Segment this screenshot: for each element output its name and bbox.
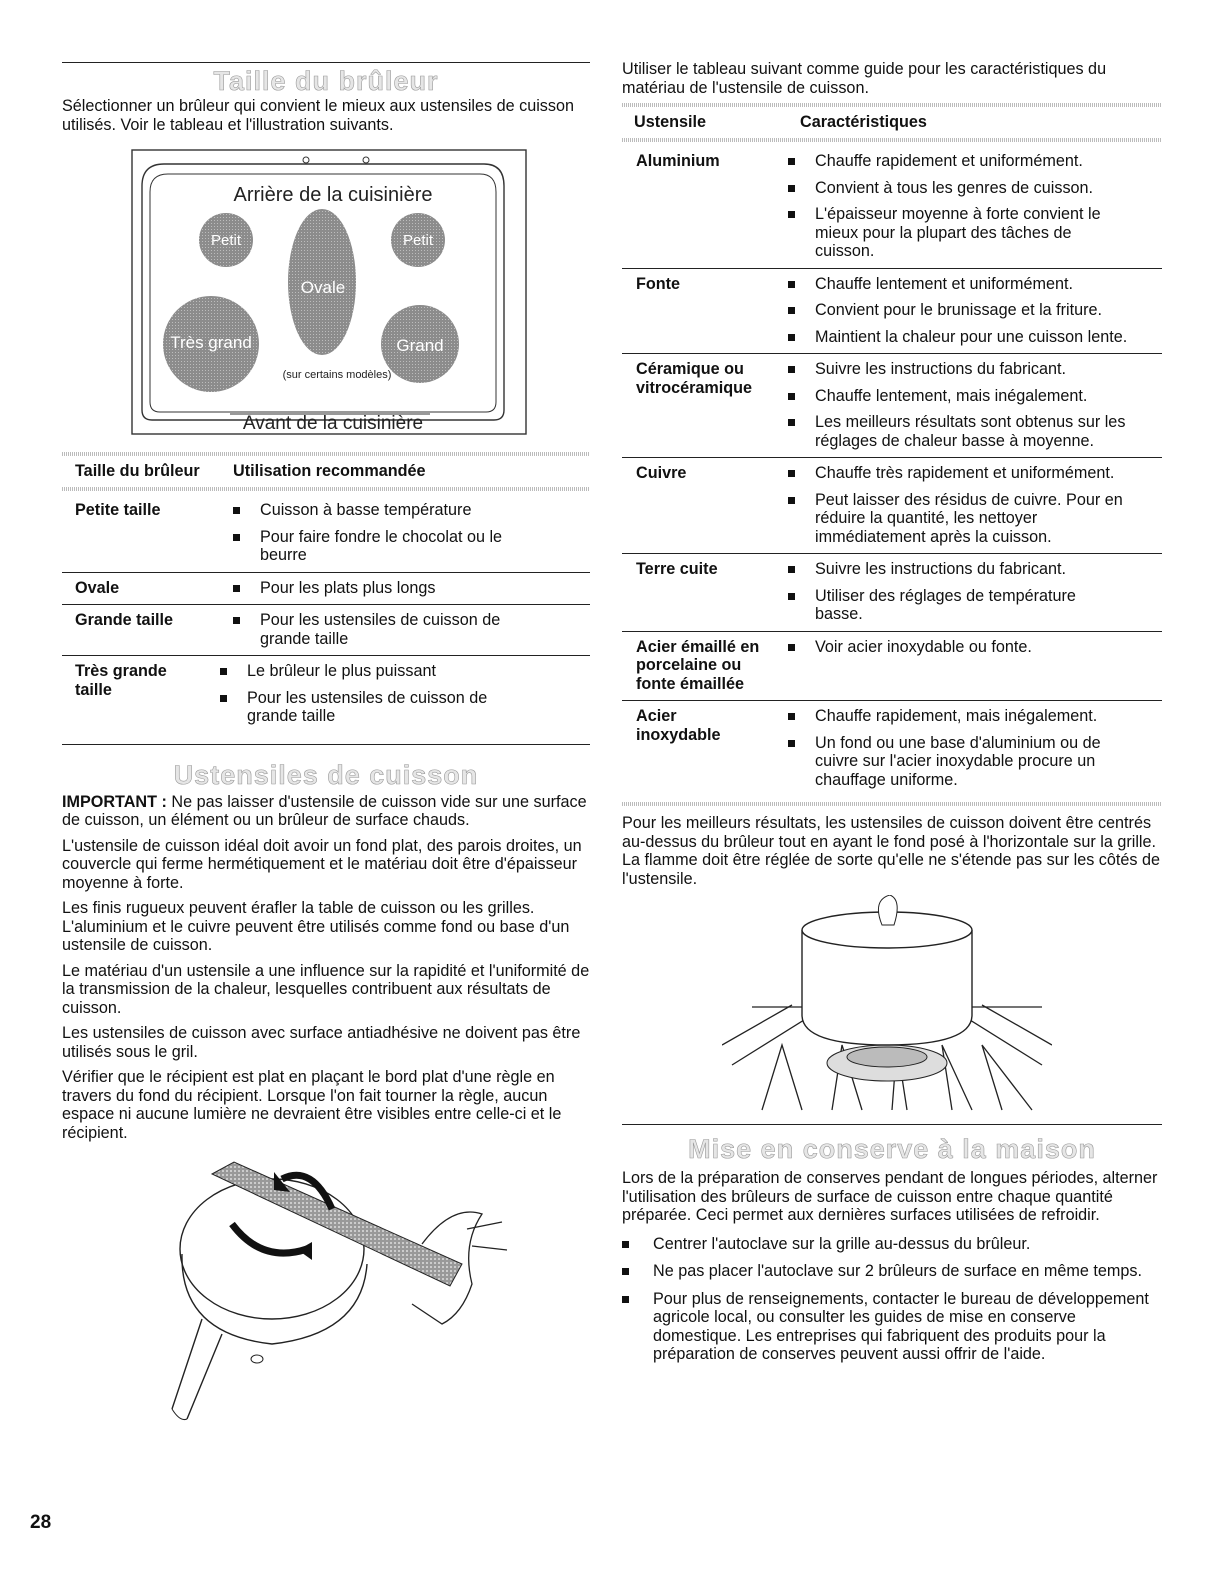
bullet-icon bbox=[233, 507, 240, 514]
list-item: Voir acier inoxydable ou fonte. bbox=[815, 637, 1032, 656]
important-label: IMPORTANT : bbox=[62, 792, 167, 811]
material-table bbox=[622, 142, 1162, 796]
diagram-front-label: Avant de la cuisinière bbox=[242, 413, 424, 434]
burner-intro: Sélectionner un brûleur qui convient le mieux aux ustensiles de cuisson utilisés. Voir le tableau et l'illustration suivants. bbox=[62, 97, 575, 134]
material-name: Fonte bbox=[636, 274, 681, 293]
table-row bbox=[622, 701, 1162, 796]
bullet-icon bbox=[788, 393, 795, 400]
bullet-icon bbox=[788, 644, 795, 651]
cookware-paragraph: Vérifier que le récipient est plat en plaçant le bord plat d'une règle en travers du fond du récipient. Lorsque l'on fait tourner la règle, aucun espace ni aucune lumière ne devraient être visibles entre celle-ci et le récipient. bbox=[62, 1068, 562, 1142]
burner-table-header bbox=[62, 456, 590, 487]
table-row bbox=[62, 656, 590, 745]
bullet-icon bbox=[220, 695, 227, 702]
page-number: 28 bbox=[30, 1512, 52, 1533]
canning-intro: Lors de la préparation de conserves pendant de longues périodes, alterner l'utilisation des brûleurs de surface de cuisson entre chaque quantité préparée. Ceci permet aux dernières surfaces utilisées de refroidir. bbox=[622, 1169, 1158, 1224]
cookware-paragraph: Les ustensiles de cuisson avec surface antiadhésive ne doivent pas être utilisés sous le gril. bbox=[62, 1024, 581, 1061]
material-name: Aluminium bbox=[636, 152, 720, 170]
diagram-note: (sur certains modèles) bbox=[282, 369, 392, 381]
burner-label-small-left: Petit bbox=[210, 232, 242, 249]
burner-size-name: Petite taille bbox=[75, 501, 161, 519]
table-row bbox=[622, 632, 1162, 702]
bullet-icon bbox=[788, 497, 795, 504]
material-name: Acier émaillé en porcelaine ou fonte émaillée bbox=[636, 637, 760, 693]
diagram-back-label: Arrière de la cuisinière bbox=[233, 184, 433, 206]
material-intro: Utiliser le tableau suivant comme guide pour les caractéristiques du matériau de l'ustensile de cuisson. bbox=[622, 60, 1107, 97]
section-divider bbox=[622, 1124, 1162, 1125]
important-text: Ne pas laisser d'ustensile de cuisson vide sur une surface de cuisson, un élément ou un brûleur de surface chauds. bbox=[62, 792, 587, 829]
table-row bbox=[62, 495, 590, 573]
bullet-icon bbox=[233, 534, 240, 541]
list-item: Chauffe très rapidement et uniformément. bbox=[815, 464, 1115, 482]
cookware-paragraph: L'ustensile de cuisson idéal doit avoir un fond plat, des parois droites, un couvercle qui ferme hermétiquement et le matériau doit être d'épaisseur moyenne à forte. bbox=[62, 836, 582, 892]
list-item: Chauffe lentement, mais inégalement. bbox=[815, 386, 1088, 405]
table-row bbox=[622, 554, 1162, 632]
bullet-icon bbox=[788, 593, 795, 600]
bullet-icon bbox=[233, 585, 240, 592]
bullet-icon bbox=[788, 740, 795, 747]
cookware-heading: Ustensiles de cuisson bbox=[173, 759, 479, 790]
list-item: Pour les ustensiles de cuisson de grande taille bbox=[260, 611, 501, 648]
cooktop-diagram bbox=[130, 148, 530, 440]
bullet-icon bbox=[622, 1241, 629, 1248]
list-item: Utiliser des réglages de température basse. bbox=[815, 586, 1076, 623]
list-item: Pour faire fondre le chocolat ou le beurre bbox=[260, 527, 503, 564]
bullet-icon bbox=[788, 366, 795, 373]
list-item bbox=[622, 1262, 1162, 1281]
pot-on-grate-illustration bbox=[722, 895, 1052, 1120]
burner-label-oval: Ovale bbox=[300, 278, 346, 297]
table-row bbox=[622, 354, 1162, 458]
burner-size-heading: Taille du brûleur bbox=[213, 66, 439, 96]
cookware-paragraph: Le matériau d'un ustensile a une influence sur la rapidité et l'uniformité de la transmission de la chaleur, lesquelles contribuent aux résultats de cuisson. bbox=[62, 961, 590, 1017]
bullet-icon bbox=[233, 617, 240, 624]
list-item: Chauffe rapidement et uniformément. bbox=[815, 152, 1083, 170]
list-item: Convient à tous les genres de cuisson. bbox=[815, 178, 1094, 197]
material-name: Terre cuite bbox=[636, 560, 718, 578]
section-divider bbox=[62, 62, 590, 63]
list-item: Les meilleurs résultats sont obtenus sur les réglages de chaleur basse à moyenne. bbox=[815, 413, 1126, 450]
pan-ruler-illustration bbox=[162, 1154, 552, 1424]
material-name: Acier inoxydable bbox=[636, 707, 721, 744]
table-row bbox=[622, 146, 1162, 269]
list-item: Le brûleur le plus puissant bbox=[247, 662, 436, 680]
list-item: L'épaisseur moyenne à forte convient le mieux pour la plupart des tâches de cuisson. bbox=[815, 205, 1101, 260]
material-col1-header: Ustensile bbox=[634, 113, 706, 131]
burner-size-name: Grande taille bbox=[75, 611, 174, 629]
cookware-paragraph: Les finis rugueux peuvent érafler la table de cuisson ou les grilles. L'aluminium et le cuivre peuvent être utilisés comme fond ou base d'un ustensile de cuisson. bbox=[62, 899, 570, 954]
bullet-icon bbox=[788, 419, 795, 426]
list-item: Pour les plats plus longs bbox=[260, 578, 436, 597]
right-column bbox=[622, 0, 1162, 1373]
bullet-icon bbox=[788, 334, 795, 341]
list-item bbox=[622, 1290, 1162, 1364]
list-item: Chauffe rapidement, mais inégalement. bbox=[815, 707, 1098, 725]
canning-bullet: Ne pas placer l'autoclave sur 2 brûleurs de surface en même temps. bbox=[653, 1262, 1142, 1280]
bullet-icon bbox=[788, 470, 795, 477]
burner-size-name: Très grande taille bbox=[75, 662, 167, 699]
canning-bullet: Centrer l'autoclave sur la grille au-dessus du brûleur. bbox=[653, 1234, 1031, 1253]
burner-col2-header: Utilisation recommandée bbox=[233, 462, 426, 480]
material-after: Pour les meilleurs résultats, les ustensiles de cuisson doivent être centrés au-dessus du brûleur tout en ayant le fond posé à l'horizontale sur la grille. La flamme doit être réglée de sorte qu'elle ne s'étende pas sur les côtés de l'ustensile. bbox=[622, 814, 1160, 888]
list-item: Un fond ou une base d'aluminium ou de cuivre sur l'acier inoxydable procure un chauffage uniforme. bbox=[815, 733, 1101, 789]
table-row bbox=[622, 458, 1162, 554]
burner-table bbox=[62, 491, 590, 745]
burner-label-large: Grand bbox=[396, 336, 444, 355]
bullet-icon bbox=[788, 713, 795, 720]
list-item: Maintient la chaleur pour une cuisson lente. bbox=[815, 327, 1128, 346]
material-name: Céramique ou vitrocéramique bbox=[636, 360, 753, 397]
list-item: Chauffe lentement et uniformément. bbox=[815, 274, 1073, 293]
table-row bbox=[62, 605, 590, 656]
list-item: Peut laisser des résidus de cuivre. Pour en réduire la quantité, les nettoyer immédiatement après la cuisson. bbox=[815, 490, 1123, 546]
bullet-icon bbox=[622, 1268, 629, 1275]
burner-label-extra-large: Très grand bbox=[170, 333, 252, 352]
table-row bbox=[62, 573, 590, 606]
burner-label-small-right: Petit bbox=[402, 232, 434, 249]
canning-heading: Mise en conserve à la maison bbox=[688, 1134, 1096, 1164]
list-item: Cuisson à basse température bbox=[260, 501, 472, 519]
bullet-icon bbox=[788, 185, 795, 192]
material-table-header bbox=[622, 107, 1162, 138]
material-name: Cuivre bbox=[636, 464, 687, 482]
burner-col1-header: Taille du brûleur bbox=[75, 462, 200, 480]
bullet-icon bbox=[788, 307, 795, 314]
list-item: Suivre les instructions du fabricant. bbox=[815, 560, 1067, 578]
left-column bbox=[62, 0, 590, 1424]
bullet-icon bbox=[788, 566, 795, 573]
bullet-icon bbox=[788, 158, 795, 165]
table-hatch-bottom bbox=[622, 802, 1162, 806]
list-item: Suivre les instructions du fabricant. bbox=[815, 360, 1067, 378]
canning-bullet: Pour plus de renseignements, contacter le bureau de développement agricole local, ou consulter les guides de mise en conserve domestique. Les entreprises qui fabriquent des produits pour la préparation de conserves peuvent aussi offrir de l'aide. bbox=[653, 1289, 1149, 1363]
list-item: Pour les ustensiles de cuisson de grande taille bbox=[247, 688, 488, 725]
bullet-icon bbox=[220, 668, 227, 675]
bullet-icon bbox=[788, 211, 795, 218]
important-note bbox=[62, 793, 590, 830]
burner-size-name: Ovale bbox=[75, 578, 120, 597]
list-item: Convient pour le brunissage et la friture. bbox=[815, 301, 1103, 319]
list-item bbox=[622, 1235, 1162, 1254]
bullet-icon bbox=[622, 1296, 629, 1303]
table-row bbox=[622, 269, 1162, 355]
material-col2-header: Caractéristiques bbox=[800, 113, 927, 131]
bullet-icon bbox=[788, 281, 795, 288]
